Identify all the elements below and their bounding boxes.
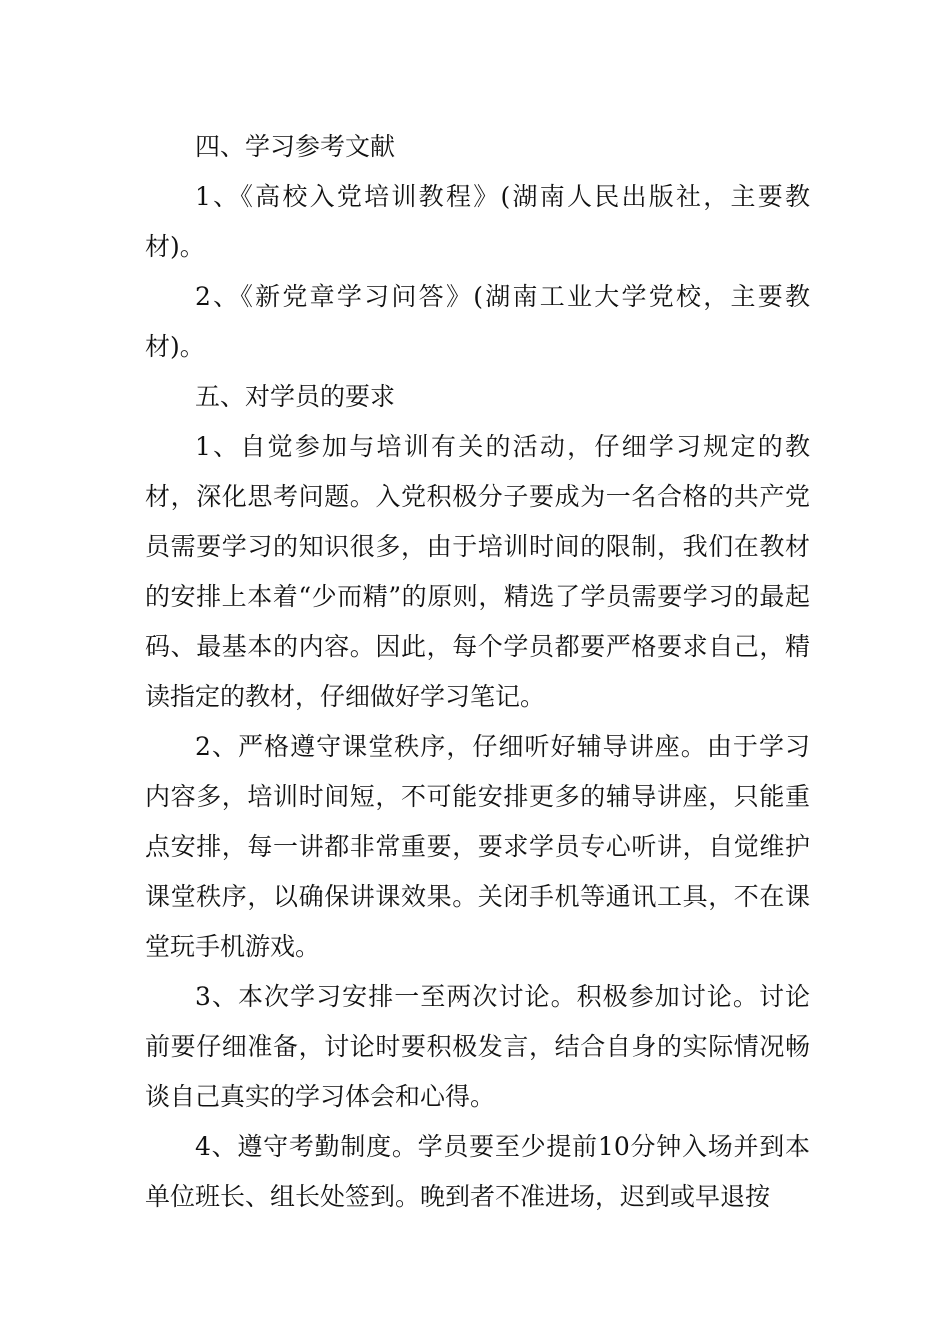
reference-item-2: 2、《新党章学习问答》(湖南工业大学党校，主要教材)。 <box>145 282 810 361</box>
requirement-item-1: 1、自觉参加与培训有关的活动，仔细学习规定的教材，深化思考问题。入党积极分子要成为一名合格的共产党员需要学习的知识很多，由于培训时间的限制，我们在教材的安排上本着“少而精”的原则，精选了学员需要学习的最起码、最基本的内容。因此，每个学员都要严格要求自己，精读指定的教材，仔细做好学习笔记。 <box>145 432 810 711</box>
document-body <box>145 122 810 1222</box>
requirement-item-2: 2、严格遵守课堂秩序，仔细听好辅导讲座。由于学习内容多，培训时间短，不可能安排更多的辅导讲座，只能重点安排，每一讲都非常重要，要求学员专心听讲，自觉维护课堂秩序，以确保讲课效果。关闭手机等通讯工具，不在课堂玩手机游戏。 <box>145 732 810 961</box>
requirement-item-4: 4、遵守考勤制度。学员要至少提前10分钟入场并到本单位班长、组长处签到。晚到者不准进场，迟到或早退按 <box>145 1132 810 1211</box>
section-heading-references: 四、学习参考文献 <box>195 132 396 161</box>
section-heading-requirements: 五、对学员的要求 <box>195 382 396 411</box>
requirement-item-3: 3、本次学习安排一至两次讨论。积极参加讨论。讨论前要仔细准备，讨论时要积极发言，结合自身的实际情况畅谈自己真实的学习体会和心得。 <box>145 982 810 1111</box>
reference-item-1: 1、《高校入党培训教程》(湖南人民出版社，主要教材)。 <box>145 182 810 261</box>
